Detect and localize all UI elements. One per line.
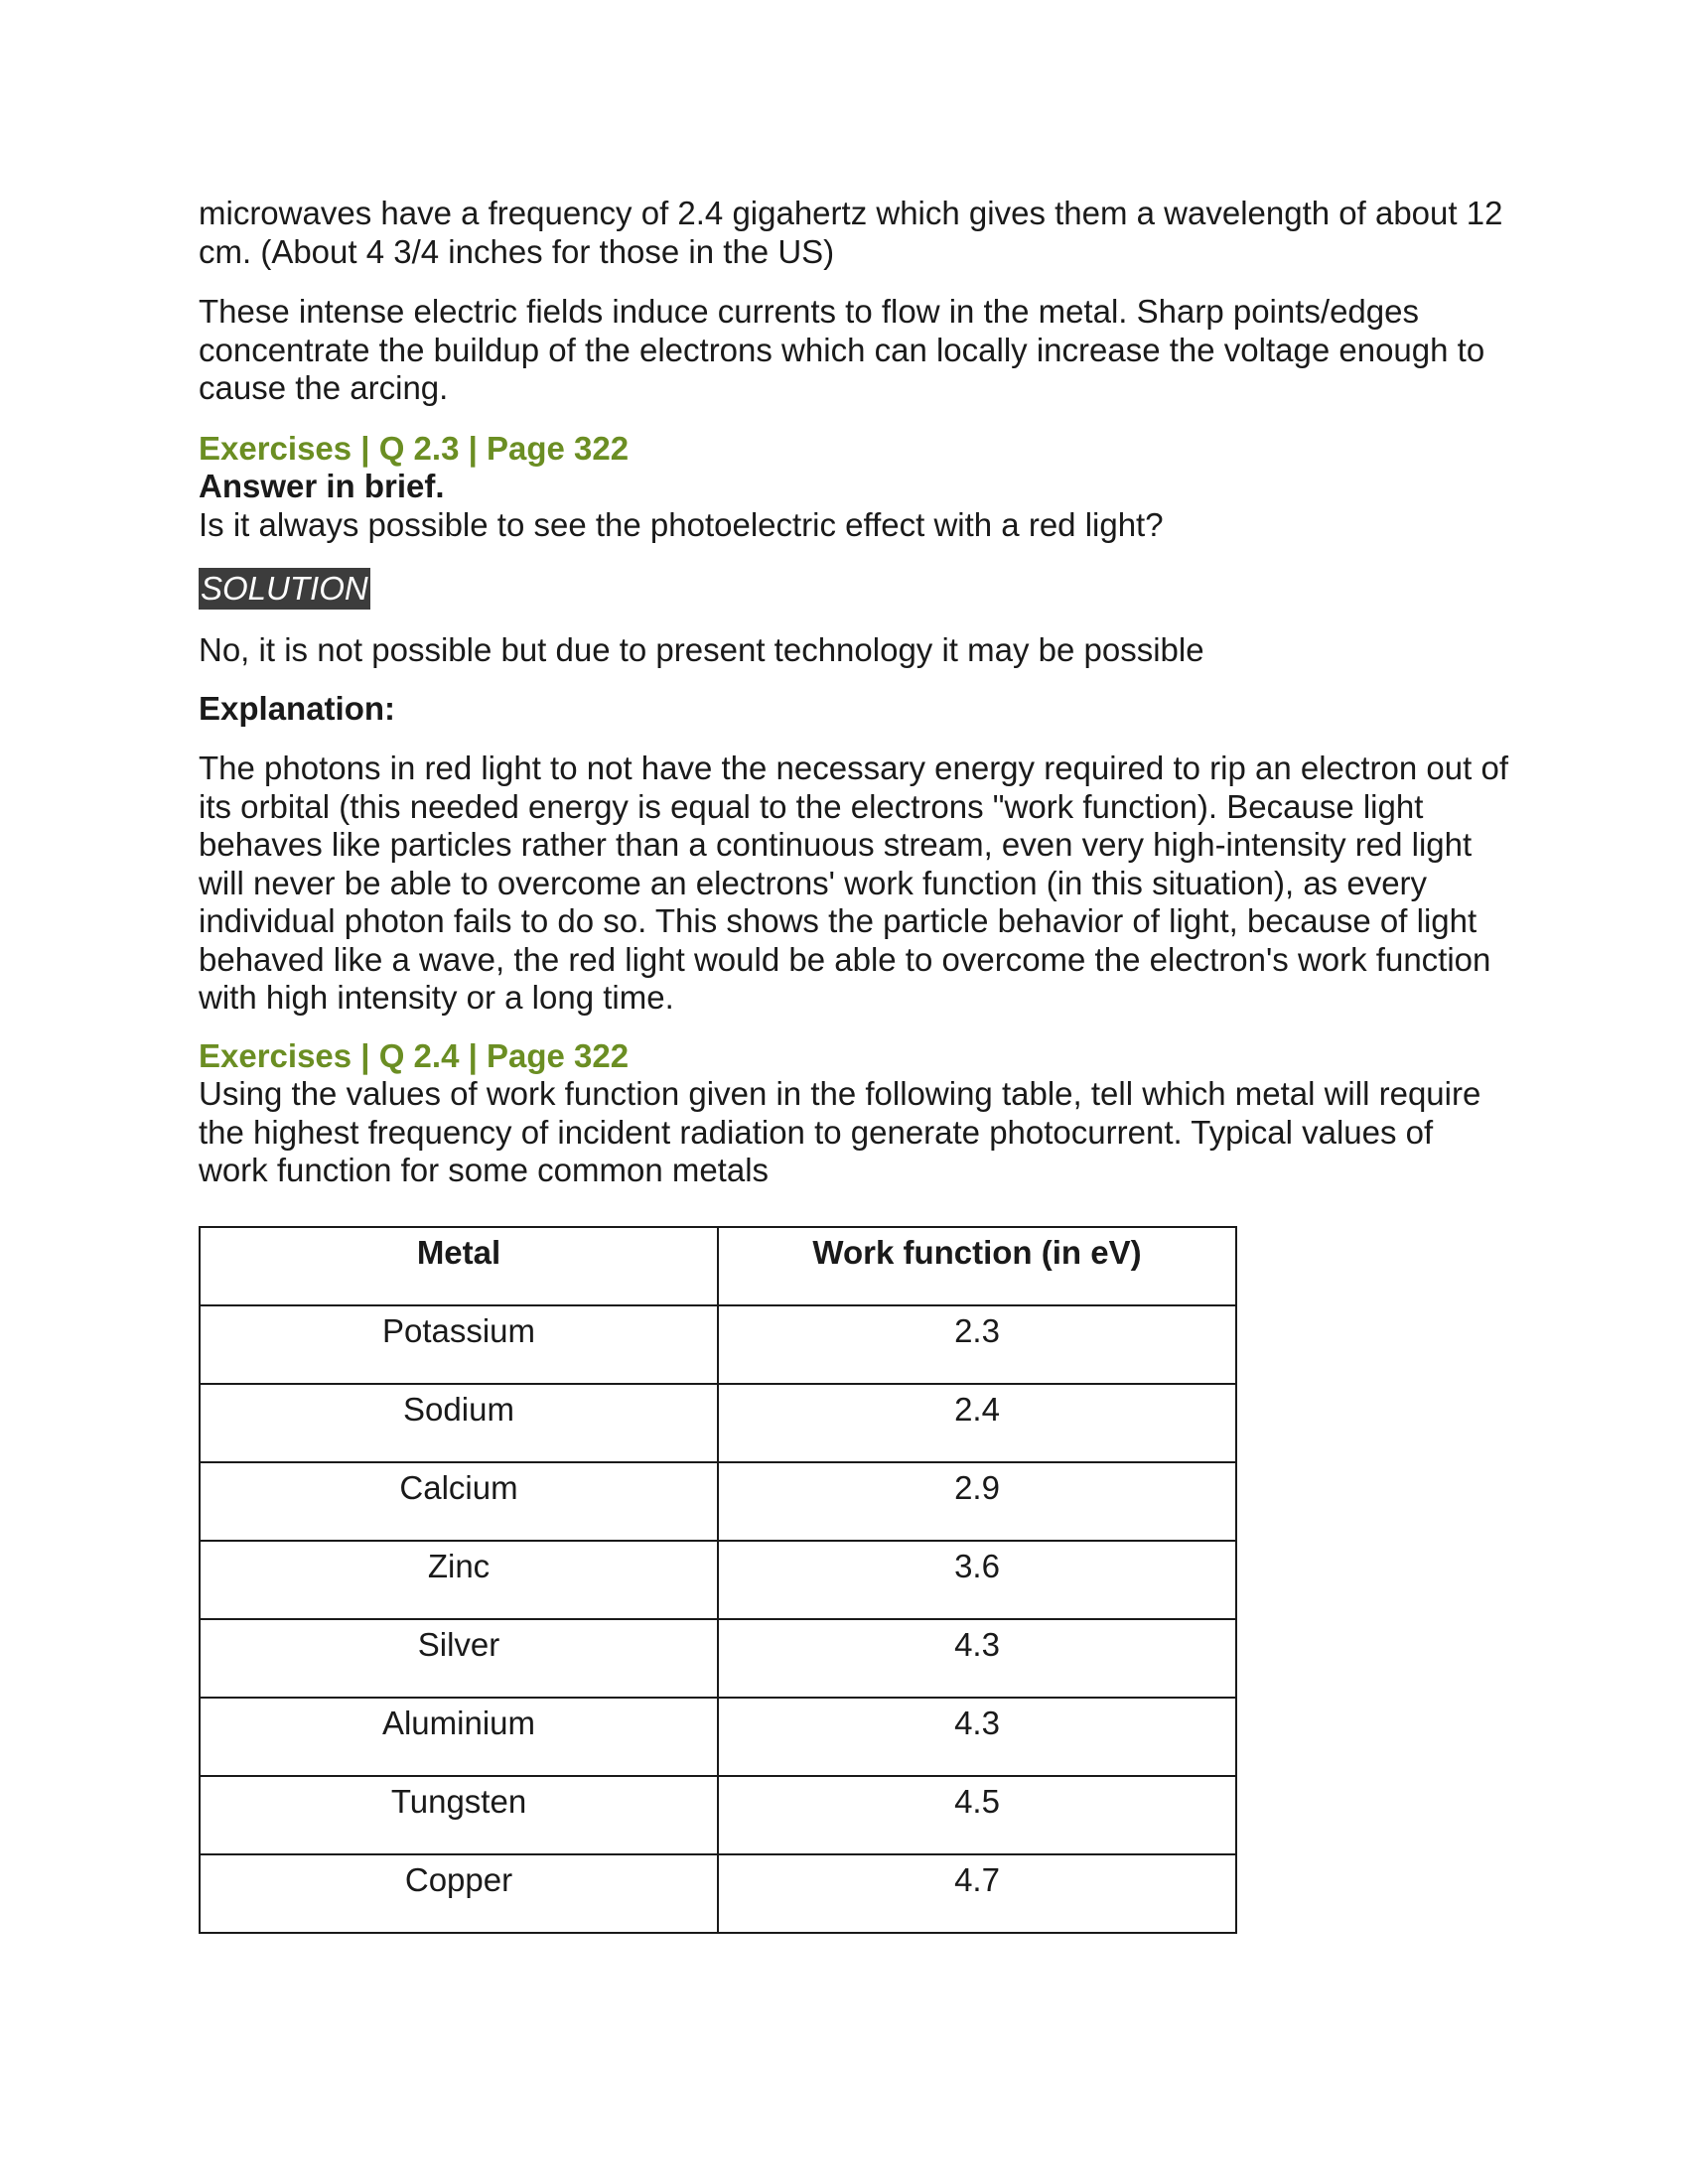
header-metal: Metal [200,1227,718,1305]
paragraph-microwaves: microwaves have a frequency of 2.4 gigahertz which gives them a wavelength of about 12 cm. (About 4 3/4 inches for those in the US) [199,195,1503,270]
work-function-cell: 4.3 [718,1619,1236,1698]
metal-cell: Copper [200,1854,718,1933]
table-header-row [200,1227,1236,1305]
paragraph-electric-fields: These intense electric fields induce currents to flow in the metal. Sharp points/edges concentrate the buildup of the electrons which can locally increase the voltage enough to cause the arcing. [199,293,1485,406]
exercise-heading-q2-3: Exercises | Q 2.3 | Page 322 [199,429,630,467]
work-function-cell: 2.9 [718,1462,1236,1541]
metal-cell: Aluminium [200,1698,718,1776]
explanation-label: Explanation: [199,689,396,727]
table-row [200,1619,1236,1698]
question-q2-3: Is it always possible to see the photoelectric effect with a red light? [199,505,1164,543]
work-function-cell: 4.3 [718,1698,1236,1776]
table-row [200,1462,1236,1541]
document-page [199,195,1509,1934]
header-work-function: Work function (in eV) [718,1227,1236,1305]
work-function-table-wrap [199,1226,1509,1934]
table-row [200,1384,1236,1462]
solution-badge: SOLUTION [199,568,370,610]
work-function-cell: 4.5 [718,1776,1236,1854]
explanation-text: The photons in red light to not have the necessary energy required to rip an electron out of its orbital (this needed energy is equal to the electrons "work function). Because light behaves like particles rather than a continuous stream, even very high-intensity red light will never be able to overcome an electrons' work function (in this situation), as every individual photon fails to do so. This shows the particle behavior of light, because of light behaved like a wave, the red light would be able to overcome the electron's work function with high intensity or a long time. [199,750,1508,1016]
table-row [200,1698,1236,1776]
solution-label-wrap [199,568,1509,610]
work-function-cell: 2.3 [718,1305,1236,1384]
answer-q2-3: No, it is not possible but due to present technology it may be possible [199,631,1204,668]
work-function-cell: 2.4 [718,1384,1236,1462]
table-row [200,1776,1236,1854]
table-row [200,1305,1236,1384]
table-row [200,1541,1236,1619]
exercise-heading-q2-4: Exercises | Q 2.4 | Page 322 [199,1036,630,1074]
work-function-cell: 4.7 [718,1854,1236,1933]
metal-cell: Zinc [200,1541,718,1619]
work-function-cell: 3.6 [718,1541,1236,1619]
metal-cell: Potassium [200,1305,718,1384]
metal-cell: Tungsten [200,1776,718,1854]
metal-cell: Sodium [200,1384,718,1462]
table-row [200,1854,1236,1933]
metal-cell: Calcium [200,1462,718,1541]
question-q2-4: Using the values of work function given in the following table, tell which metal will require the highest frequency of incident radiation to generate photocurrent. Typical values of work function for some common metals [199,1075,1481,1188]
work-function-table [199,1226,1237,1934]
metal-cell: Silver [200,1619,718,1698]
instruction-answer-in-brief: Answer in brief. [199,468,445,504]
